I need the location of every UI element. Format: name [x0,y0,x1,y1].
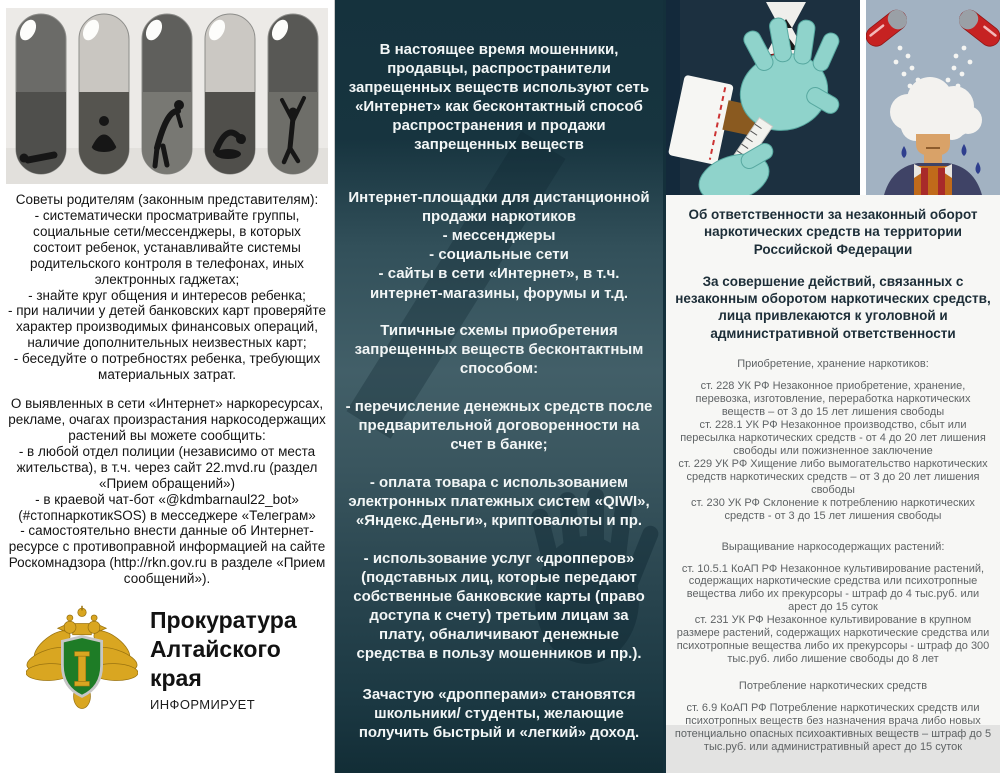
platform-item: - социальные сети [429,246,569,264]
advice-item: - при наличии у детей банковских карт проверяйте характер производимых финансовых операций, наличие дополнительных неизвестных карт; [7,303,326,351]
section-items [674,380,992,523]
advice-item: - систематически просматривайте группы, социальные сети/мессенджеры, в которых состоит ребенок, устанавливайте системы родительского контроля в телефонах, иных электронных гаджетах; [30,207,304,287]
report-item: - в любой отдел полиции (независимо от места жительства), в т.ч. через сайт 22.mvd.ru (раздел «Прием обращений») [16,443,318,491]
section-items [674,702,992,754]
law-item: ст. 10.5.1 КоАП РФ Незаконное культивирование растений, содержащих наркотические средства или психотропные вещества либо их прекурсоры - штраф до 4 тыс.руб. или арест до 15 суток [681,562,985,614]
scheme-item: - перечисление денежных средств после предварительной договоренности на счет в банке; [345,397,653,453]
report-item: - самостоятельно внести данные об Интернет-ресурсе с противоправной информацией на сайте Роскомнадзора (http://rkn.gov.ru в разделе «Прием сообщений»). [8,523,326,587]
law-item: ст. 6.9 КоАП РФ Потребление наркотических средств или психотропных веществ без назначения врача либо новых потенциально опасных психоактивных веществ – штраф до 5 тыс.руб. или административный арест до 15 суток [674,702,992,754]
parent-advice-section [0,192,334,383]
schemes-title: Типичные схемы приобретения запрещенных веществ бесконтактным способом: [354,321,644,377]
middle-panel [335,0,663,773]
middle-content [335,0,663,742]
report-item: - в краевой чат-бот «@kdmbarnaul22_bot» (#стопнаркотикSOS) в месседжере «Телеграм» [18,491,316,523]
law-item: ст. 229 УК РФ Хищение либо вымогательство наркотических средств наркотических средств – от 3 до 20 лет лишения свободы [678,457,988,496]
prosecutor-emblem-icon [26,603,138,715]
org-name-line2: Алтайского края [150,635,281,691]
org-action-label: ИНФОРМИРУЕТ [150,697,256,713]
advice-item: - знайте круг общения и интересов ребенка; [28,287,306,303]
pills-people-illustration [6,8,328,184]
scheme-item: - использование услуг «дропперов» (подставных лиц, которые передают собственные банковские карты (право доступа к счету) третьим лицам за плату, обналичивают денежные средства в пользу мошенников и пр.). [353,549,645,663]
droppers-note: Зачастую «дропперами» становятся школьники/ студенты, желающие получить быстрый и «легкий» доход. [358,686,640,742]
law-item: ст. 231 УК РФ Незаконное культивирование в крупном размере растений, содержащих наркотические средства или психотропные вещества либо их прекурсоры - штраф до 300 тыс.руб. либо лишение свободы до 8 лет [676,614,990,666]
section-heading: Потребление наркотических средств [738,680,928,693]
liability-title: Об ответственности за незаконный оборот наркотических средств на территории Российской Федерации [688,207,978,257]
platform-item: - сайты в сети «Интернет», в т.ч. интернет-магазины, форумы и т.д. [369,265,629,302]
scheme-item: - оплата товара с использованием электронных платежных систем «QIWI», «Яндекс.Деньги», криптовалюты и пр. [348,473,650,529]
org-name-line1: Прокуратура [150,607,297,633]
org-titles [150,606,334,712]
platforms-section [345,188,653,302]
section-cultivation [674,541,992,667]
section-consumption [674,680,992,754]
platform-item: - мессенджеры [442,227,556,245]
law-item: ст. 228 УК РФ Незаконное приобретение, хранение, перевозка, изготовление, переработка наркотических веществ – от 3 до 15 лет лишения свободы [695,379,971,418]
report-channels-section [0,396,334,587]
prosecutor-footer [26,603,334,715]
law-item: ст. 228.1 УК РФ Незаконное производство, сбыт или пересылка наркотических средств - от 4 до 20 лет лишения свободы или пожизненное заключение [680,418,986,457]
report-title: О выявленных в сети «Интернет» наркоресурсах, рекламе, очагах произрастания наркосодержащих растений вы можете сообщить: [8,396,326,443]
left-panel [0,0,335,773]
intro-statement: В настоящее время мошенники, продавцы, распространители запрещенных веществ используют сеть «Интернет» как бесконтактный способ распространения и продажи запрещенных веществ [348,41,650,154]
law-item: ст. 230 УК РФ Склонение к потреблению наркотических средств - от 3 до 15 лет лишения свободы [691,496,975,522]
right-panel [663,0,1000,773]
right-illustrations [666,0,1000,195]
platforms-title: Интернет-площадки для дистанционной продажи наркотиков [348,189,650,226]
advice-title: Советы родителям (законным представителям): [15,192,319,207]
section-heading: Выращивание наркосодержащих растений: [721,540,945,553]
cloud-head-pills-illustration [866,0,1000,195]
liability-text [666,206,1000,754]
section-acquisition [674,358,992,523]
section-items [674,563,992,667]
liability-subtitle: За совершение действий, связанных с незаконным оборотом наркотических средств, лица привлекаются к уголовной и административной ответственности [675,273,991,341]
section-heading: Приобретение, хранение наркотиков: [737,357,929,370]
syringe-hourglass-illustration [666,0,860,195]
advice-item: - беседуйте о потребностях ребенка, требующих материальных затрат. [13,351,321,383]
